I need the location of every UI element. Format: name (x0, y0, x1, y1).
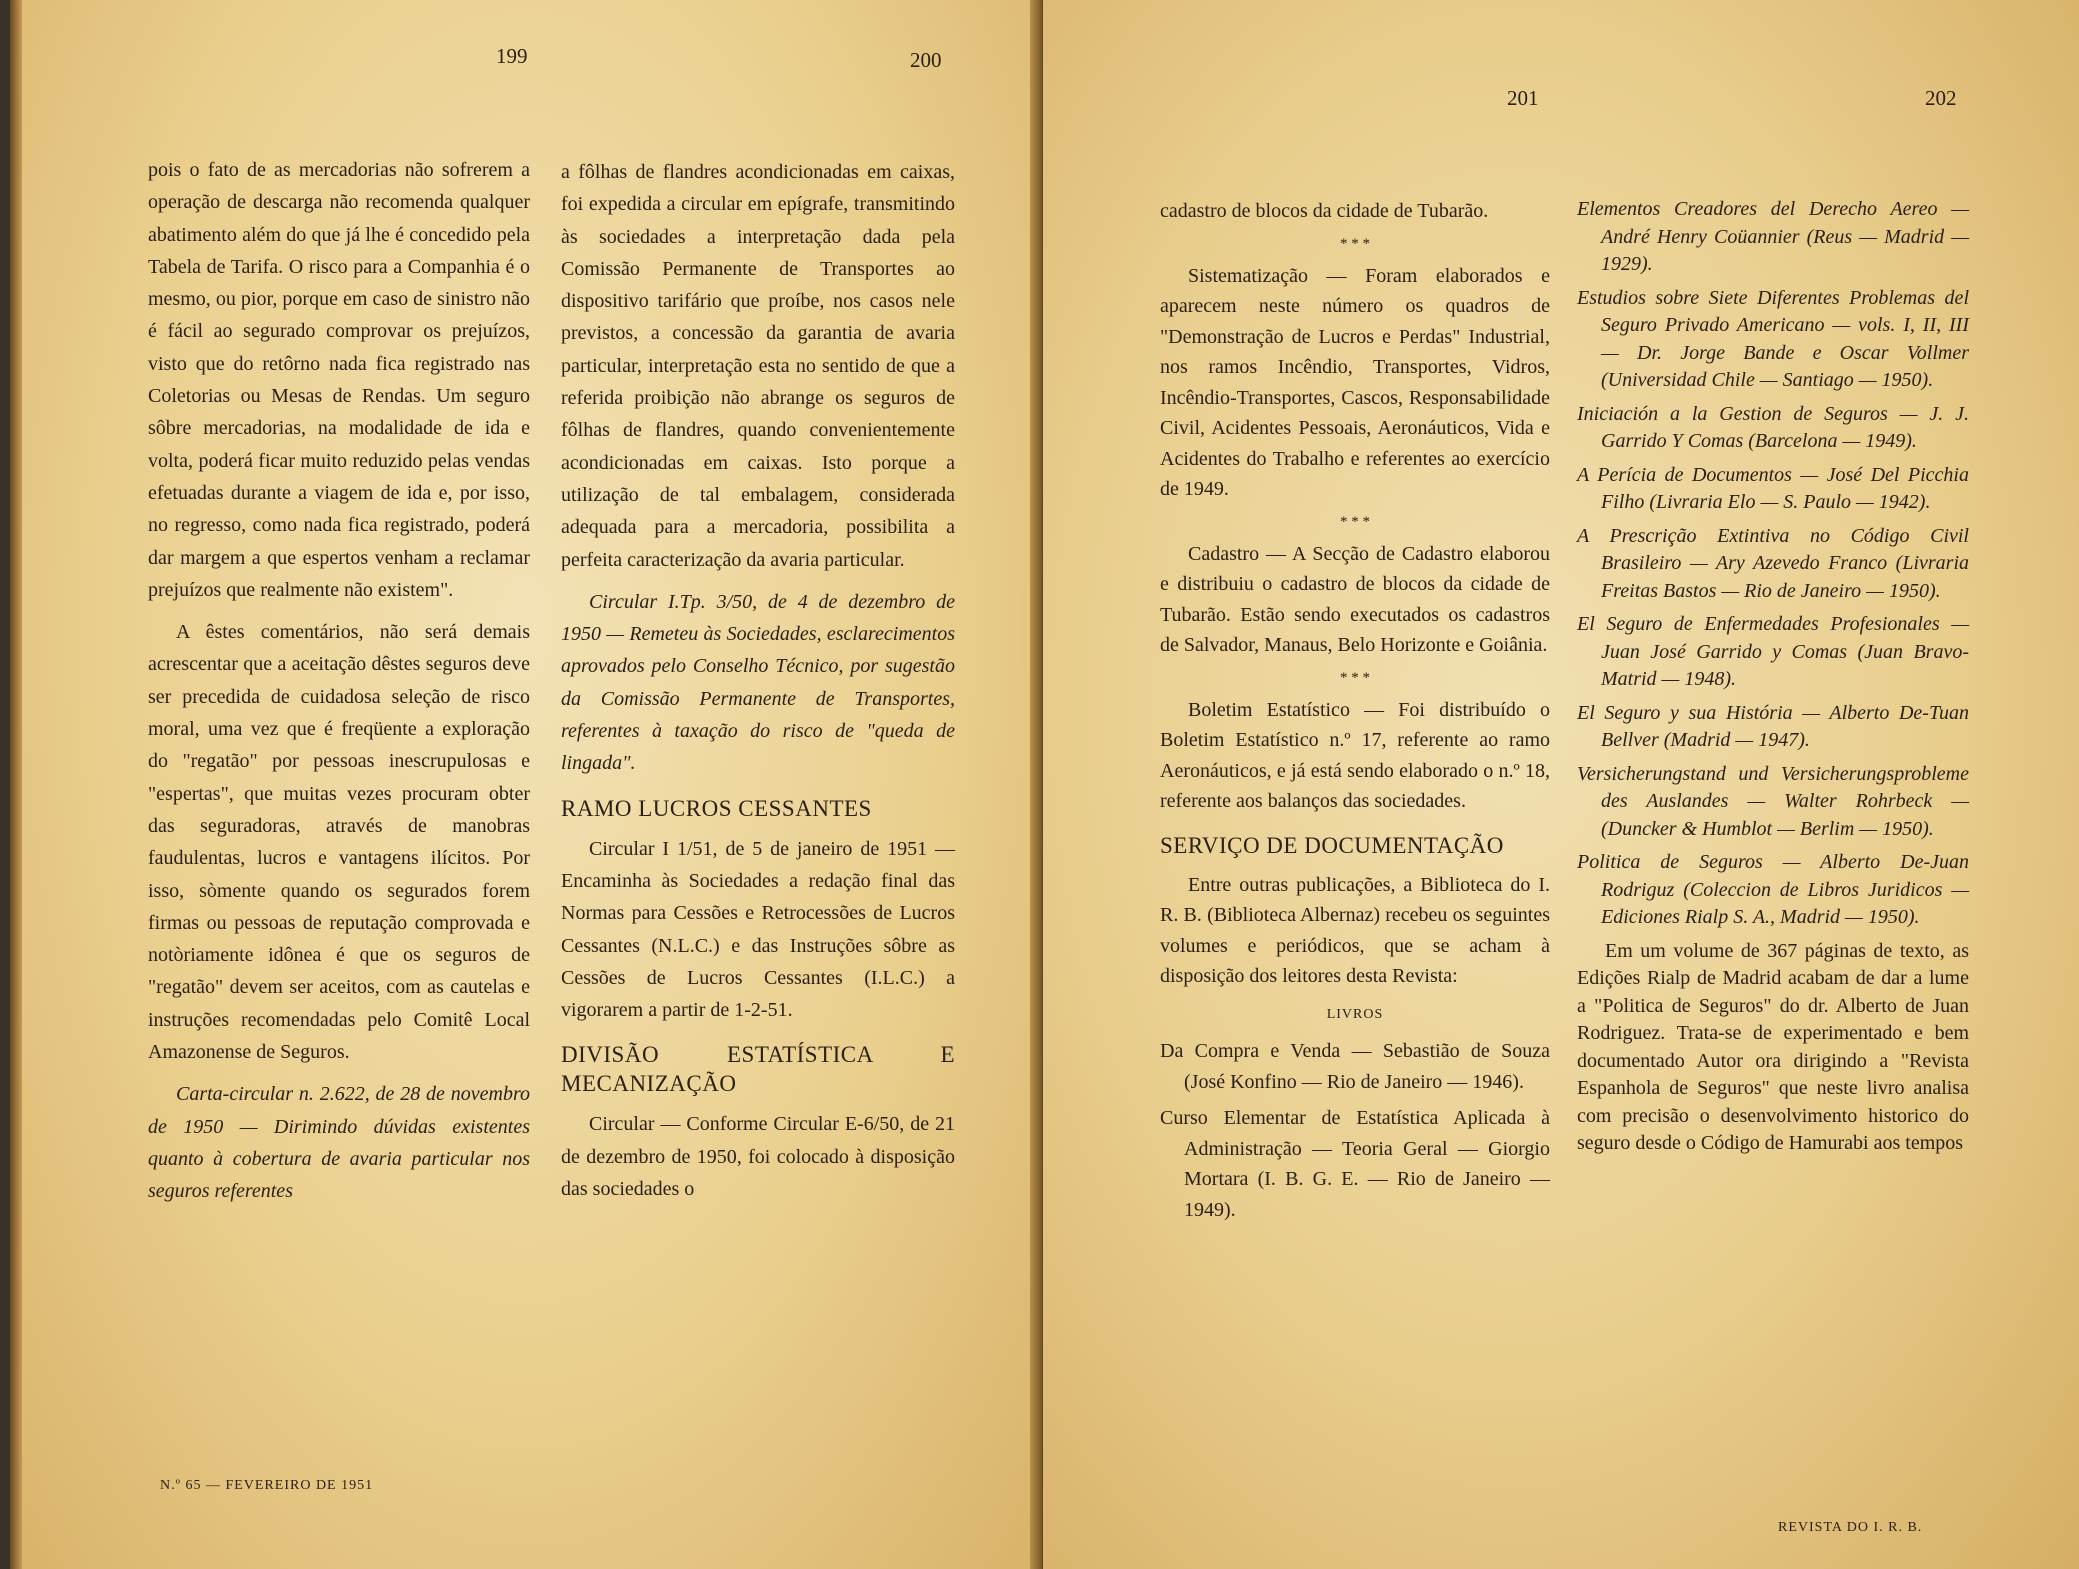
paragraph: Circular — Conforme Circular E-6/50, de 21 de dezembro de 1950, foi colocado à disposição das sociedades o (561, 1113, 955, 1201)
paragraph: Boletim Estatístico — Foi distribuído o Boletim Estatístico n.º 17, referente ao ramo Aeronáuticos, e já está sendo elaborado o n.º 18, referente aos balanços das sociedades. (1160, 698, 1550, 812)
book-entry: A Perícia de Documentos — José Del Picchia Filho (Livraria Elo — S. Paulo — 1942). (1577, 463, 1969, 513)
section-heading: RAMO LUCROS CESSANTES (561, 795, 872, 821)
paragraph: Em um volume de 367 páginas de texto, as Edições Rialp de Madrid acabam de dar a lume a "Politica de Seguros" do dr. Alberto de Juan Rodriguez. Trata-se de experimentado e bem documentado Autor ora dirigindo a "Revista Espanhola de Seguros" que neste livro analisa com precisão o desenvolvimento historico do seguro desde o Código de Hamurabi aos tempos (1577, 939, 1969, 1154)
book-entry: Iniciación a la Gestion de Seguros — J. J. Garrido Y Comas (Barcelona — 1949). (1577, 402, 1969, 452)
book-entry: El Seguro y sua História — Alberto De-Tuan Bellver (Madrid — 1947). (1577, 701, 1969, 751)
page-footer: REVISTA DO I. R. B. (1778, 1520, 1923, 1535)
page-number-199: 199 (496, 44, 528, 68)
paragraph: Circular I.Tp. 3/50, de 4 de dezembro de 1950 — Remeteu às Sociedades, esclarecimentos aprovados pelo Conselho Técnico, por sugestão da Comissão Permanente de Transportes, referentes à taxação do risco de "queda de lingada". (561, 590, 955, 775)
page-footer: N.º 65 — FEVEREIRO DE 1951 (160, 1478, 374, 1493)
paragraph: Circular I 1/51, de 5 de janeiro de 1951 — Encaminha às Sociedades a redação final das Normas para Cessões e Retrocessões de Lucros Cessantes (N.L.C.) e das Instruções sôbre as Cessões de Lucros Cessantes (I.L.C.) a vigorarem a partir de 1-2-51. (561, 837, 955, 1022)
page-number-200: 200 (910, 48, 942, 72)
book-entry: Estudios sobre Siete Diferentes Problemas del Seguro Privado Americano — vols. I, II, III — Dr. Jorge Bande e Oscar Vollmer (Universidad Chile — Santiago — 1950). (1577, 286, 1969, 391)
column-3 (1160, 196, 1550, 1231)
paragraph: Entre outras publicações, a Biblioteca do I. R. B. (Biblioteca Albernaz) recebeu os seguintes volumes e periódicos, que se acham à disposição dos leitores desta Revista: (1160, 873, 1550, 987)
column-1 (148, 154, 530, 1208)
book-entry: Elementos Creadores del Derecho Aereo — André Henry Coüannier (Reus — Madrid — 1929). (1577, 198, 1969, 275)
page-number-202: 202 (1925, 86, 1957, 110)
book-entry: Da Compra e Venda — Sebastião de Souza (José Konfino — Rio de Janeiro — 1946). (1160, 1040, 1550, 1093)
book-entry: Politica de Seguros — Alberto De-Juan Rodriguz (Coleccion de Libros Juridicos — Ediciones Rialp S. A., Madrid — 1950). (1577, 851, 1969, 928)
separator-stars: * * * (1340, 669, 1370, 686)
book-entry: Versicherungstand und Versicherungsprobleme des Auslandes — Walter Rohrbeck — (Duncker & Humblot — Berlim — 1950). (1577, 762, 1969, 840)
paragraph: a fôlhas de flandres acondicionadas em caixas, foi expedida a circular em epígrafe, transmitindo às sociedades a interpretação dada pela Comissão Permanente de Transportes ao dispositivo tarifário que proíbe, nos casos nele previstos, a concessão da garantia de avaria particular, interpretação esta no sentido de que a referida proibição não abrange os seguros de fôlhas de flandres, quando convenientemente acondicionadas em caixas. Isto porque a utilização de tal embalagem, considerada adequada para a mercadoria, possibilita a perfeita caracterização da avaria particular. (561, 161, 955, 571)
left-page (10, 0, 1040, 1569)
paragraph: A êstes comentários, não será demais acrescentar que a aceitação dêstes seguros deve ser precedida de cuidadosa seleção de risco moral, uma vez que é freqüente a exploração do "regatão" por pessoas inescrupulosas e "espertas", que muitas vezes procuram obter das seguradoras, através de manobras faudulentas, lucros e vantagens ilícitos. Por isso, sòmente quando os segurados forem firmas ou pessoas de reputação comprovada e notòriamente idônea é que os seguros de "regatão" devem ser aceitos, com as cautelas e instruções recomendadas pelo Comitê Local Amazonense de Seguros. (148, 621, 530, 1064)
section-heading: DIVISÃO ESTATÍSTICA E MECANIZAÇÃO (561, 1042, 955, 1097)
livros-label: LIVROS (1326, 1006, 1384, 1022)
paragraph: pois o fato de as mercadorias não sofrerem a operação de descarga não recomenda qualquer abatimento além do que já lhe é concedido pela Tabela de Tarifa. O risco para a Companhia é o mesmo, ou pior, porque em caso de sinistro não é fácil ao segurado comprovar os prejuízos, visto que do retôrno nada fica registrado nas Coletorias ou Mesas de Rendas. Um seguro sôbre mercadorias, na modalidade de ida e volta, poderá ficar muito reduzido pelas vendas efetuadas durante a viagem de ida e, por isso, no regresso, como nada fica registrado, poderá dar margem a que espertos venham a reclamar prejuízos que realmente não existem". (148, 159, 530, 601)
page-edge (10, 0, 22, 1569)
right-page (1043, 0, 2079, 1569)
paragraph: Carta-circular n. 2.622, de 28 de novembro de 1950 — Dirimindo dúvidas existentes quanto à cobertura de avaria particular nos seguros referentes (148, 1083, 530, 1203)
paragraph: Cadastro — A Secção de Cadastro elaborou e distribuiu o cadastro de blocos da cidade de Tubarão. Estão sendo executados os cadastros de Salvador, Manaus, Belo Horizonte e Goiânia. (1160, 542, 1550, 656)
column-2 (561, 156, 955, 1205)
column-4 (1577, 196, 1969, 1164)
page-number-201: 201 (1507, 86, 1539, 110)
book-entry: Curso Elementar de Estatística Aplicada à Administração — Teoria Geral — Giorgio Mortara (I. B. G. E. — Rio de Janeiro — 1949). (1160, 1107, 1550, 1221)
book-entry: El Seguro de Enfermedades Profesionales — Juan José Garrido y Comas (Juan Bravo-Matrid — 1948). (1577, 613, 1969, 690)
separator-stars: * * * (1340, 235, 1370, 252)
section-heading: SERVIÇO DE DOCUMENTAÇÃO (1160, 832, 1504, 858)
book-entry: A Prescrição Extintiva no Código Civil Brasileiro — Ary Azevedo Franco (Livraria Freitas Bastos — Rio de Janeiro — 1950). (1577, 524, 1969, 602)
paragraph: cadastro de blocos da cidade de Tubarão. (1160, 200, 1489, 222)
paragraph: Sistematização — Foram elaborados e aparecem neste número os quadros de "Demonstração de Lucros e Perdas" Industrial, nos ramos Incêndio, Transportes, Vidros, Incêndio-Transportes, Cascos, Responsabilidade Civil, Acidentes Pessoais, Aeronáuticos, Vida e Acidentes do Trabalho e referentes ao exercício de 1949. (1160, 264, 1550, 500)
separator-stars: * * * (1340, 513, 1370, 530)
